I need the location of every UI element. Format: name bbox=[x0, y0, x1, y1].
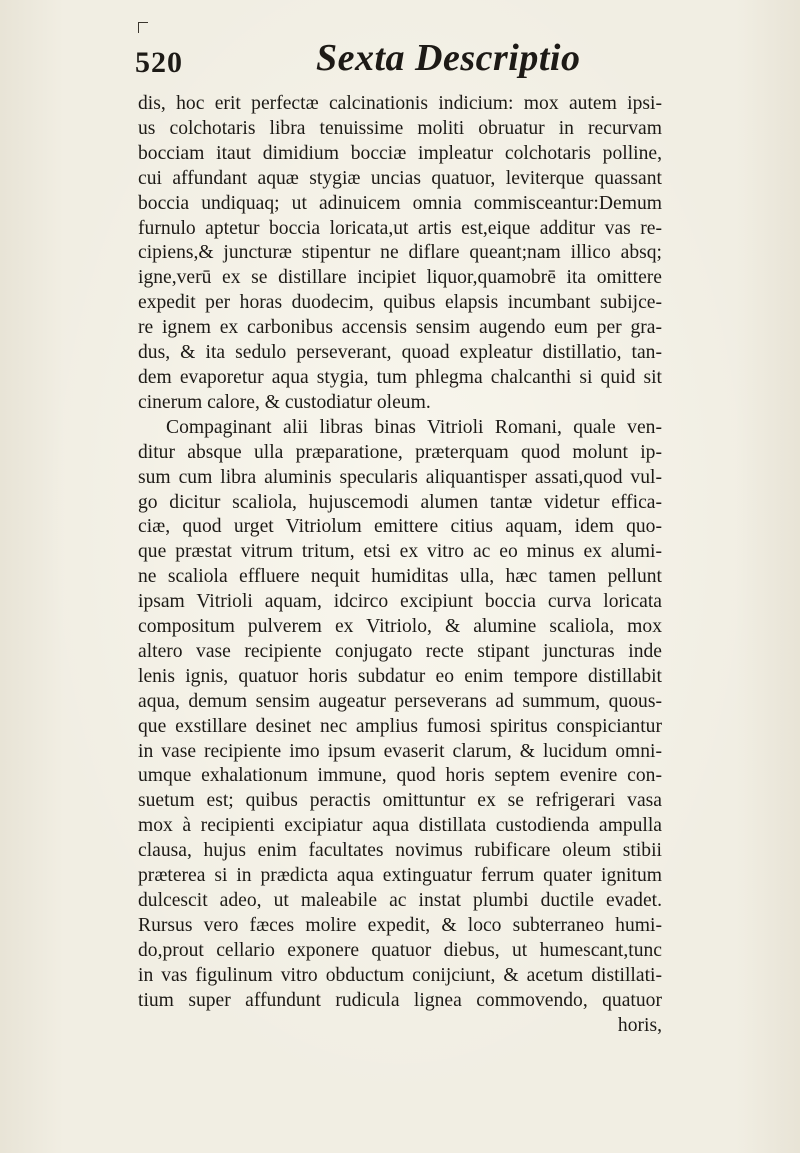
text-line: sum cum libra aluminis specularis aliquantisper assati,quod vul- bbox=[138, 466, 662, 488]
text-line: que præstat vitrum tritum, etsi ex vitro ac eo minus ex alumi- bbox=[138, 541, 662, 563]
body-text bbox=[138, 92, 662, 1038]
text-line: dus, & ita sedulo perseverant, quoad expleatur distillatio, tan- bbox=[138, 342, 662, 364]
text-line: cipiens,& juncturæ stipentur ne diflare queant;nam illico absq; bbox=[138, 242, 662, 264]
text-line: expedit per horas duodecim, quibus elapsis incumbant subijce- bbox=[138, 292, 662, 314]
text-line: umque exhalationum immune, quod horis septem evenire con- bbox=[138, 765, 662, 787]
text-line: horis, bbox=[617, 1014, 662, 1036]
text-line: que exstillare desinet nec amplius fumosi spiritus conspiciantur bbox=[138, 715, 662, 737]
text-line: bocciam itaut dimidium bocciæ impleatur colchotaris polline, bbox=[138, 142, 662, 164]
text-line: go dicitur scaliola, hujuscemodi alumen tantæ videtur effica- bbox=[138, 491, 662, 513]
text-line: do,prout cellario exponere quatuor diebus, ut humescant,tunc bbox=[138, 939, 662, 961]
text-line: altero vase recipiente conjugato recte stipant juncturas inde bbox=[138, 640, 662, 662]
text-line: dem evaporetur aqua stygia, tum phlegma chalcanthi si quid sit bbox=[138, 366, 662, 388]
text-line: re ignem ex carbonibus accensis sensim augendo eum per gra- bbox=[138, 317, 662, 339]
text-line: aqua, demum sensim augeatur perseverans ad summum, quous- bbox=[138, 690, 662, 712]
text-line: us colchotaris libra tenuissime moliti obruatur in recurvam bbox=[138, 117, 662, 139]
text-line: igne,verū ex se distillare incipiet liquor,quamobrē ita omittere bbox=[138, 267, 662, 289]
text-line: compositum pulverem ex Vitriolo, & alumine scaliola, mox bbox=[138, 616, 662, 638]
text-line: ne scaliola effluere nequit humiditas ulla, hæc tamen pellunt bbox=[138, 566, 662, 588]
text-line: suetum est; quibus peractis omittuntur ex se refrigerari vasa bbox=[138, 790, 662, 812]
page-header bbox=[0, 26, 800, 96]
text-line: clausa, hujus enim facultates novimus rubificare oleum stibii bbox=[138, 840, 662, 862]
text-line: in vas figulinum vitro obductum conijciunt, & acetum distillati- bbox=[138, 964, 662, 986]
text-line: cui affundant aquæ stygiæ uncias quatuor, leviterque quassant bbox=[138, 167, 662, 189]
text-line: boccia undiquaq; ut adinuicem omnia commisceantur:Demum bbox=[138, 192, 662, 214]
page-number: 520 bbox=[135, 46, 183, 79]
text-line: Compaginant alii libras binas Vitrioli Romani, quale ven- bbox=[166, 416, 662, 438]
text-line: ciæ, quod urget Vitriolum emittere citius aquam, idem quo- bbox=[138, 516, 662, 538]
text-line: dis, hoc erit perfectæ calcinationis indicium: mox autem ipsi- bbox=[138, 93, 662, 114]
text-line: furnulo aptetur boccia loricata,ut artis est,eique additur vas re- bbox=[138, 217, 662, 239]
text-line: ipsam Vitrioli aquam, idcirco excipiunt boccia curva loricata bbox=[138, 591, 662, 613]
text-line: dulcescit adeo, ut maleabile ac instat plumbi ductile evadet. bbox=[138, 890, 662, 911]
text-line: ditur absque ulla præparatione, præterquam quod molunt ip- bbox=[138, 441, 662, 463]
text-line: in vase recipiente imo ipsum evaserit clarum, & lucidum omni- bbox=[138, 740, 662, 762]
text-line: præterea si in prædicta aqua extinguatur ferrum quater ignitum bbox=[138, 865, 662, 887]
text-line: Rursus vero fæces molire expedit, & loco subterraneo humi- bbox=[138, 914, 662, 936]
running-title: Sexta Descriptio bbox=[316, 37, 581, 79]
text-line: lenis ignis, quatuor horis subdatur eo enim tempore distillabit bbox=[138, 665, 662, 687]
text-line: cinerum calore, & custodiatur oleum. bbox=[138, 391, 431, 413]
text-line: mox à recipienti excipiatur aqua distillata custodienda ampulla bbox=[138, 815, 662, 837]
text-line: tium super affundunt rudicula lignea commovendo, quatuor bbox=[138, 989, 662, 1011]
